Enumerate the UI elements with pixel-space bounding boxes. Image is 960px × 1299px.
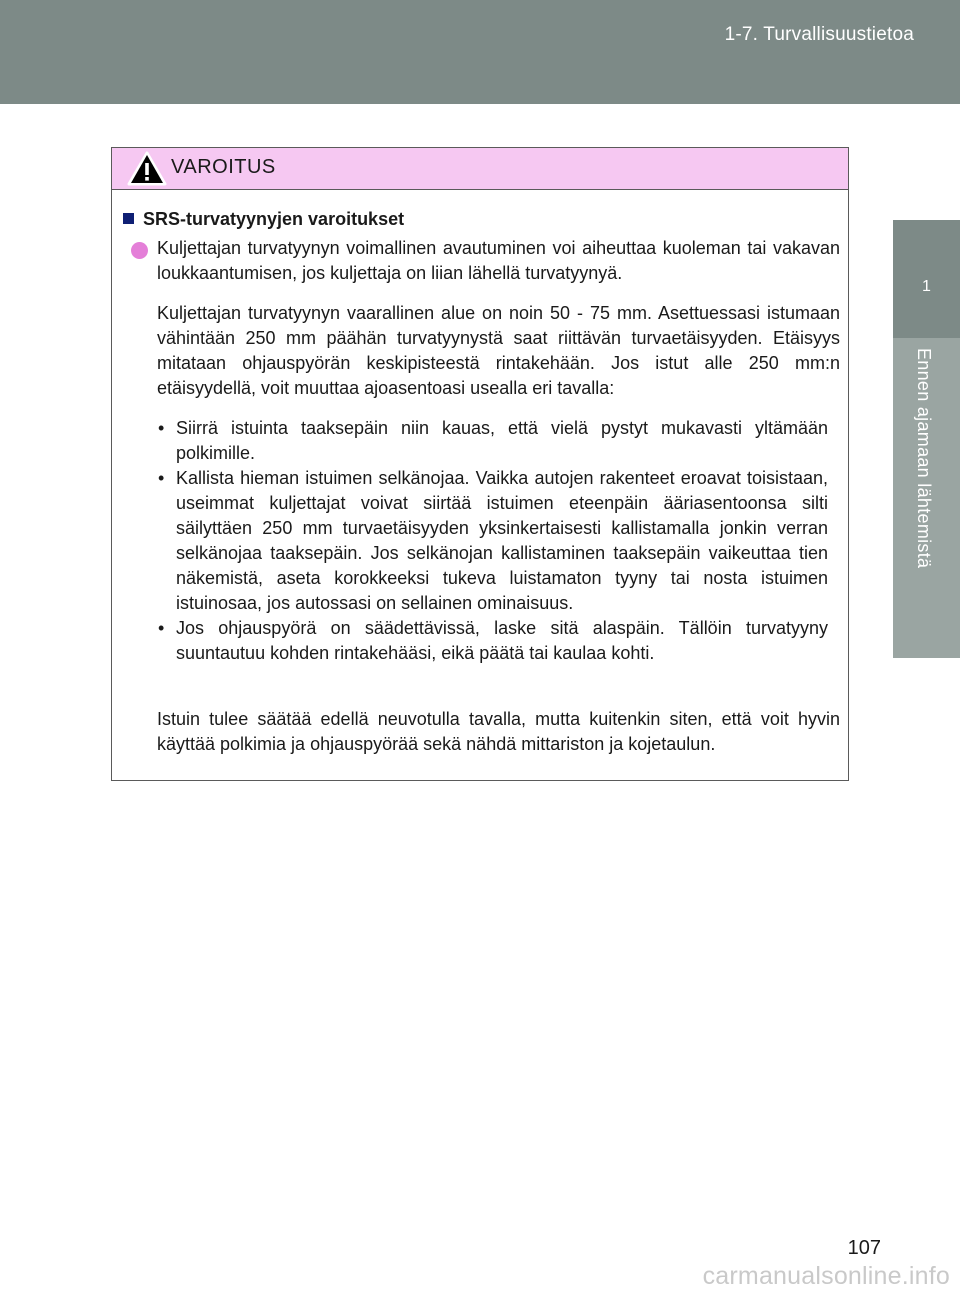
list-item: [157, 416, 828, 466]
bullet-icon: •: [158, 468, 165, 488]
square-bullet-icon: [123, 213, 134, 224]
watermark: carmanualsonline.info: [702, 1262, 950, 1290]
section-heading: [123, 207, 404, 232]
warning-triangle-icon: [127, 151, 167, 186]
warning-title: VAROITUS: [171, 156, 276, 178]
list-item: [157, 616, 828, 666]
bullet-icon: •: [158, 618, 165, 638]
page-number: 107: [847, 1237, 881, 1259]
bullet-icon: •: [158, 418, 165, 438]
chapter-side-band: [893, 338, 960, 658]
warning-header: [112, 148, 848, 190]
list-item-text: Kallista hieman istuimen selkänojaa. Vaikka autojen rakenteet eroavat toisistaan, useimmat kuljettajat voivat siirtää istuimen eteenpäin ääriasentoonsa silti säilyttäen 250 mm turvaetäisyyden yksinkertaisesti kallistamalla jonkin verran selkänojaa taaksepäin. Jos selkänojan kallistaminen taaksepäin vaikeuttaa tien näkemistä, aseta korokkeeksi tukeva luistamaton tyyny tai nosta istuimen istuinosaa, jos autossasi on sellainen ominaisuus.: [176, 468, 828, 613]
section-title: 1-7. Turvallisuustietoa: [724, 24, 914, 45]
section-heading-text: SRS-turvatyynyjen varoitukset: [143, 209, 405, 229]
round-bullet-icon: [131, 242, 148, 259]
options-list: [157, 416, 828, 666]
chapter-number: 1: [922, 278, 931, 295]
chapter-title: Ennen ajamaan lähtemistä: [914, 348, 934, 569]
list-item-text: Jos ohjauspyörä on säädettävissä, laske sitä alaspäin. Tällöin turvatyyny suuntautuu kohden rintakehääsi, eikä päätä tai kaulaa kohti.: [176, 618, 828, 663]
warning-box: [111, 147, 849, 781]
header-band: [0, 0, 960, 104]
explanation-paragraph: Kuljettajan turvatyynyn vaarallinen alue on noin 50 - 75 mm. Asettuessasi istumaan vähintään 250 mm päähän turvatyynystä saat riittävän turvaetäisyyden. Etäisyys mitataan ohjauspyörän keskipisteestä rintakehään. Jos istut alle 250 mm:n etäisyydellä, voit muuttaa ajoasentoasi usealla eri tavalla:: [157, 303, 840, 398]
list-item: [157, 466, 828, 616]
chapter-tab: [893, 220, 960, 338]
bullet-text: Kuljettajan turvatyynyn voimallinen avautuminen voi aiheuttaa kuoleman tai vakavan loukkaantumisen, jos kuljettaja on liian lähellä turvatyynyä.: [157, 238, 840, 283]
closing-paragraph: Istuin tulee säätää edellä neuvotulla tavalla, mutta kuitenkin siten, että voit hyvin käyttää polkimia ja ohjauspyörää sekä nähdä mittariston ja kojetaulun.: [157, 709, 840, 754]
list-item-text: Siirrä istuinta taaksepäin niin kauas, että vielä pystyt mukavasti yltämään polkimille.: [176, 418, 828, 463]
